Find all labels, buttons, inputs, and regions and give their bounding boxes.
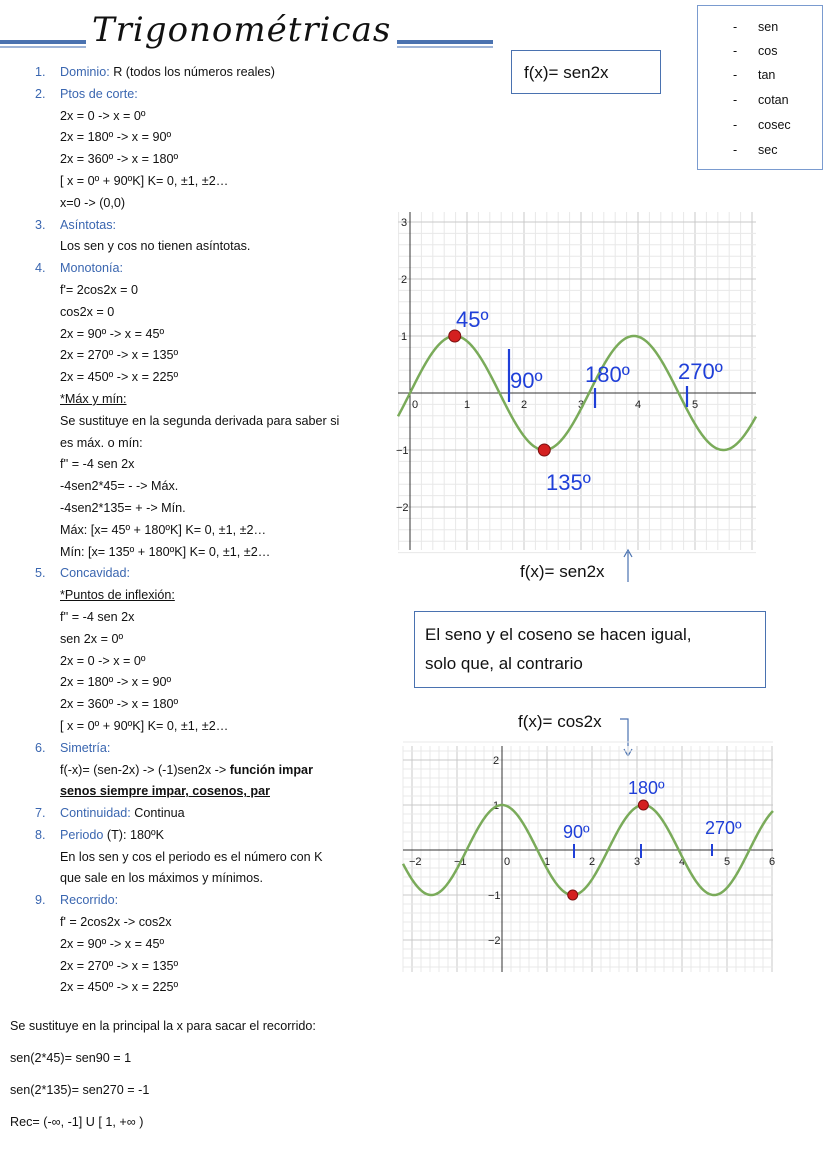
- text-line: -4sen2*45= - -> Máx.: [60, 479, 179, 494]
- section-heading: Ptos de corte:: [60, 86, 138, 101]
- annotation-90: 90º: [510, 368, 543, 393]
- text-line: [0, 760, 395, 782]
- y-tick-label: 2: [401, 274, 408, 286]
- list-item: - tan: [733, 68, 776, 82]
- text-line: [ x = 0º + 90ºK] K= 0, ±1, ±2…: [60, 173, 229, 188]
- section-text: Continua: [130, 806, 185, 821]
- section-text: R (todos los números reales): [109, 65, 275, 79]
- section-heading: Concavidad:: [60, 566, 131, 581]
- section-heading: Recorrido:: [60, 893, 119, 908]
- annotation-135: 135º: [546, 470, 591, 495]
- section-text: (T): 180ºK: [103, 827, 165, 842]
- text-line: 2x = 0 -> x = 0º: [60, 108, 146, 123]
- text-line: sen(2*135)= sen270 = -1: [10, 1083, 150, 1097]
- text-line: 2x = 360º -> x = 180º: [60, 697, 179, 712]
- text-line: 2x = 450º -> x = 225º: [60, 980, 179, 995]
- title-banner: [0, 8, 495, 58]
- section-heading: Asíntotas:: [60, 217, 117, 232]
- section-heading: Periodo: [60, 827, 104, 842]
- section-number: 7.: [35, 806, 46, 821]
- note-line: solo que, al contrario: [425, 654, 583, 673]
- section-recorrido: [0, 890, 395, 912]
- y-tick-label: 3: [401, 217, 408, 229]
- annotation-90: 90º: [563, 822, 590, 842]
- section-simetria: [0, 738, 395, 760]
- text-line: Se sustituye en la principal la x para sacar el recorrido:: [10, 1019, 316, 1033]
- section-continuidad: [0, 803, 395, 825]
- text-line: Mín: [x= 135º + 180ºK] K= 0, ±1, ±2…: [60, 544, 271, 559]
- section-number: 3.: [35, 217, 46, 232]
- annotation-180: 180º: [628, 778, 665, 798]
- section-dominio: [0, 62, 395, 84]
- x-tick-label: 5: [692, 399, 699, 411]
- text-span: f(-x)= (sen-2x) -> (-1)sen2x ->: [60, 762, 230, 777]
- section-number: 8.: [35, 827, 46, 842]
- function-list-box: [697, 5, 823, 170]
- section-cortes: [0, 84, 395, 106]
- list-item: - cotan: [733, 93, 789, 107]
- list-item-label: sen: [758, 20, 779, 34]
- y-tick-label: −2: [396, 502, 409, 514]
- text-line: senos siempre impar, cosenos, par: [60, 784, 270, 799]
- list-item-label: cosec: [758, 118, 791, 132]
- annotation-270: 270º: [678, 359, 723, 384]
- list-item-label: cos: [758, 44, 778, 58]
- text-line: 2x = 180º -> x = 90º: [60, 130, 172, 145]
- sen2x-graph: [398, 212, 756, 550]
- list-item: - cos: [733, 44, 778, 58]
- text-line: En los sen y cos el periodo es el número con K: [60, 849, 323, 864]
- list-item-label: sec: [758, 143, 778, 157]
- x-tick-label: 6: [769, 856, 776, 868]
- x-tick-label: 0: [504, 856, 511, 868]
- x-tick-label: 5: [724, 856, 731, 868]
- recorrido-summary: [10, 1010, 316, 1138]
- list-item: - cosec: [733, 118, 791, 132]
- caption-arrow: [620, 548, 634, 582]
- x-tick-label: 2: [521, 399, 528, 411]
- y-tick-label: −1: [488, 890, 501, 902]
- x-tick-label: −2: [409, 856, 422, 868]
- section-number: 5.: [35, 566, 46, 581]
- section-asintotas: [0, 215, 395, 237]
- annotation-180: 180º: [585, 362, 630, 387]
- text-line: sen(2*45)= sen90 = 1: [10, 1051, 132, 1065]
- section-number: 1.: [35, 65, 46, 79]
- function-box: f(x)= sen2x: [511, 50, 661, 94]
- note-box: [414, 611, 766, 688]
- text-span-bold: función impar: [229, 762, 313, 777]
- list-item-label: cotan: [758, 93, 789, 107]
- note-line: El seno y el coseno se hacen igual,: [425, 625, 692, 644]
- x-tick-label: −1: [454, 856, 467, 868]
- y-tick-label: −2: [488, 935, 501, 947]
- text-line: f'= 2cos2x = 0: [60, 282, 139, 297]
- section-number: 6.: [35, 740, 46, 755]
- x-tick-label: 2: [589, 856, 596, 868]
- text-line: [ x = 0º + 90ºK] K= 0, ±1, ±2…: [60, 718, 229, 733]
- subheading-inflexion: *Puntos de inflexión:: [60, 588, 175, 603]
- list-item-label: tan: [758, 68, 776, 82]
- text-line: 2x = 450º -> x = 225º: [60, 370, 179, 385]
- subheading-maxmin: *Máx y mín:: [60, 391, 127, 406]
- extremum-point: [538, 444, 550, 456]
- section-heading: Dominio:: [60, 65, 110, 79]
- text-line: 2x = 0 -> x = 0º: [60, 653, 146, 668]
- text-line: Máx: [x= 45º + 180ºK] K= 0, ±1, ±2…: [60, 522, 267, 537]
- x-tick-label: 1: [544, 856, 551, 868]
- x-tick-label: 4: [679, 856, 686, 868]
- x-tick-label: 0: [412, 399, 419, 411]
- x-tick-label: 3: [634, 856, 641, 868]
- list-item: - sec: [733, 143, 778, 157]
- section-number: 9.: [35, 893, 46, 908]
- extremum-point: [638, 800, 648, 810]
- page-title: Trigonométricas: [86, 10, 397, 50]
- section-monotonia: [0, 258, 395, 280]
- annotation-270: 270º: [705, 818, 742, 838]
- text-line: sen 2x = 0º: [60, 631, 124, 646]
- text-line: es máx. o mín:: [60, 435, 143, 450]
- text-line: Rec= (-∞, -1] U [ 1, +∞ ): [10, 1115, 144, 1129]
- cos2x-graph: [403, 746, 776, 972]
- text-line: f' = 2cos2x -> cos2x: [60, 915, 172, 930]
- text-line: f'' = -4 sen 2x: [60, 457, 135, 472]
- y-tick-label: −1: [396, 445, 409, 457]
- x-tick-label: 4: [635, 399, 642, 411]
- section-heading: Monotonía:: [60, 261, 124, 276]
- section-number: 4.: [35, 261, 46, 276]
- section-concavidad: [0, 563, 395, 585]
- graph2-caption: f(x)= cos2x: [518, 712, 602, 731]
- graph1-caption: f(x)= sen2x: [520, 562, 605, 581]
- text-line: cos2x = 0: [60, 304, 115, 319]
- text-line: Se sustituye en la segunda derivada para saber si: [60, 413, 340, 428]
- text-line: f'' = -4 sen 2x: [60, 609, 135, 624]
- section-number: 2.: [35, 86, 46, 101]
- extremum-point: [568, 890, 578, 900]
- x-tick-label: 1: [464, 399, 471, 411]
- text-line: -4sen2*135= + -> Mín.: [60, 500, 186, 515]
- text-line: 2x = 90º -> x = 45º: [60, 326, 165, 341]
- section-heading: Continuidad:: [60, 806, 131, 821]
- annotation-45: 45º: [456, 307, 489, 332]
- text-line: Los sen y cos no tienen asíntotas.: [60, 239, 251, 254]
- text-line: 2x = 270º -> x = 135º: [60, 348, 179, 363]
- text-line: que sale en los máximos y mínimos.: [60, 871, 263, 886]
- y-tick-label: 2: [493, 755, 500, 767]
- x-tick-label: 3: [578, 399, 585, 411]
- y-tick-label: 1: [493, 800, 500, 812]
- text-line: x=0 -> (0,0): [60, 195, 126, 210]
- text-line: 2x = 360º -> x = 180º: [60, 152, 179, 167]
- list-item: - sen: [733, 20, 779, 34]
- section-heading: Simetría:: [60, 740, 111, 755]
- notes-column: [0, 62, 395, 999]
- text-line: 2x = 270º -> x = 135º: [60, 958, 179, 973]
- y-tick-label: 1: [401, 331, 408, 343]
- section-periodo: [0, 825, 395, 847]
- text-line: 2x = 90º -> x = 45º: [60, 936, 165, 951]
- text-line: 2x = 180º -> x = 90º: [60, 675, 172, 690]
